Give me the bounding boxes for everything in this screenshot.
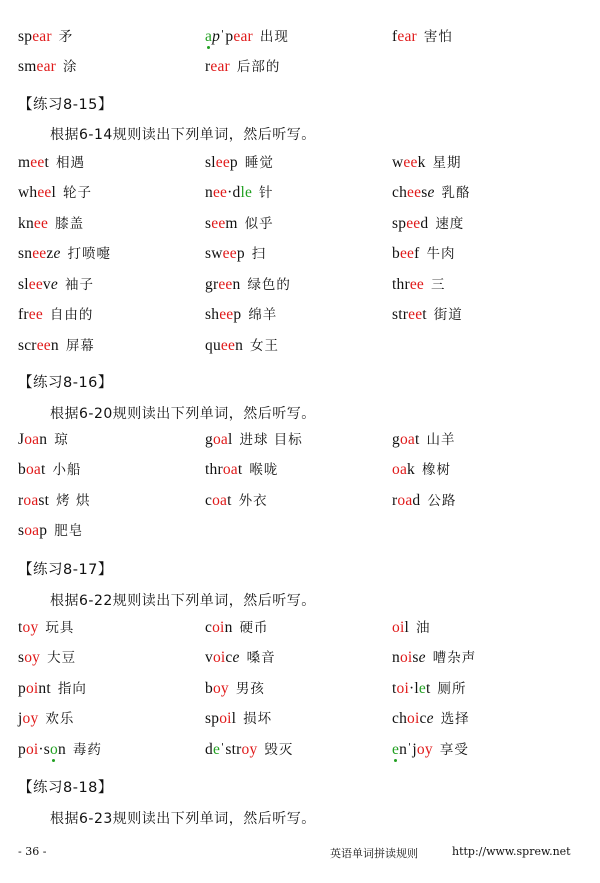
site-url: http://www.sprew.net <box>452 845 571 858</box>
word-item: knee 膝盖 <box>18 214 85 232</box>
word-item: speed 速度 <box>392 214 465 232</box>
word-item: fear 害怕 <box>392 27 453 45</box>
word-item: boat 小船 <box>18 461 82 479</box>
section-heading: 【练习8-18】 <box>18 780 113 796</box>
section-heading: 【练习8-16】 <box>18 375 113 391</box>
word-item: goat 山羊 <box>392 430 456 448</box>
word-item: seem 似乎 <box>205 214 274 232</box>
section-instruction: 根据6-14规则读出下列单词，然后听写。 <box>50 127 316 143</box>
word-item: throat 喉咙 <box>205 461 279 479</box>
word-item: sheep 绵羊 <box>205 306 278 324</box>
word-item: wheel 轮子 <box>18 184 93 202</box>
word-item: oil 油 <box>392 618 431 636</box>
word-grid-8-17 <box>18 611 588 764</box>
word-item: toi·let 厕所 <box>392 679 467 697</box>
word-item: enˈjoy 享受 <box>392 740 469 758</box>
word-grid-8-15 <box>18 146 588 360</box>
word-item: meet 相遇 <box>18 153 85 171</box>
word-item: sleeve 袖子 <box>18 275 94 293</box>
word-item: cheese 乳酪 <box>392 184 471 202</box>
section-heading: 【练习8-15】 <box>18 97 113 113</box>
word-item: screen 屏幕 <box>18 336 95 354</box>
word-item: sleep 睡觉 <box>205 153 274 171</box>
section-instruction: 根据6-22规则读出下列单词，然后听写。 <box>50 593 316 609</box>
book-title: 英语单词拼读规则 <box>330 847 418 860</box>
word-item: goal 进球 目标 <box>205 430 303 448</box>
word-item: queen 女王 <box>205 336 280 354</box>
word-item: roast 烤 烘 <box>18 491 91 509</box>
word-item: coat 外衣 <box>205 491 268 509</box>
word-item: spear 矛 <box>18 27 74 45</box>
word-item: sneeze 打喷嚏 <box>18 245 112 263</box>
word-item: voice 嗓音 <box>205 649 276 667</box>
word-item: toy 玩具 <box>18 618 75 636</box>
word-item: noise 嘈杂声 <box>392 649 477 667</box>
word-item: nee·dle 针 <box>205 184 274 202</box>
word-item: green 绿色的 <box>205 275 291 293</box>
word-item: boy 男孩 <box>205 679 265 697</box>
word-item: spoil 损坏 <box>205 710 273 728</box>
section-heading: 【练习8-17】 <box>18 562 113 578</box>
section-instruction: 根据6-20规则读出下列单词，然后听写。 <box>50 406 316 422</box>
word-item: choice 选择 <box>392 710 470 728</box>
word-item: smear 涂 <box>18 58 78 76</box>
word-item: soap 肥皂 <box>18 522 84 540</box>
page-number: - 36 - <box>18 845 47 858</box>
top-word-grid <box>18 20 588 81</box>
word-item: poi·son 毒药 <box>18 740 102 758</box>
word-item: oak 橡树 <box>392 461 451 479</box>
word-item: coin 硬币 <box>205 618 269 636</box>
word-item: street 街道 <box>392 306 463 324</box>
word-item: week 星期 <box>392 153 462 171</box>
word-item: three 三 <box>392 275 446 293</box>
word-item: deˈstroy 毁灭 <box>205 740 294 758</box>
word-item: joy 欢乐 <box>18 710 75 728</box>
word-item: rear 后部的 <box>205 58 281 76</box>
word-item: free 自由的 <box>18 306 94 324</box>
word-grid-8-16 <box>18 423 588 545</box>
word-item: road 公路 <box>392 491 457 509</box>
word-item: sweep 扫 <box>205 245 267 263</box>
word-item: Joan 琼 <box>18 430 69 448</box>
word-item: beef 牛肉 <box>392 245 456 263</box>
word-item: apˈpear 出现 <box>205 27 289 45</box>
section-instruction: 根据6-23规则读出下列单词，然后听写。 <box>50 811 316 827</box>
word-item: soy 大豆 <box>18 649 77 667</box>
word-item: point 指向 <box>18 679 87 697</box>
